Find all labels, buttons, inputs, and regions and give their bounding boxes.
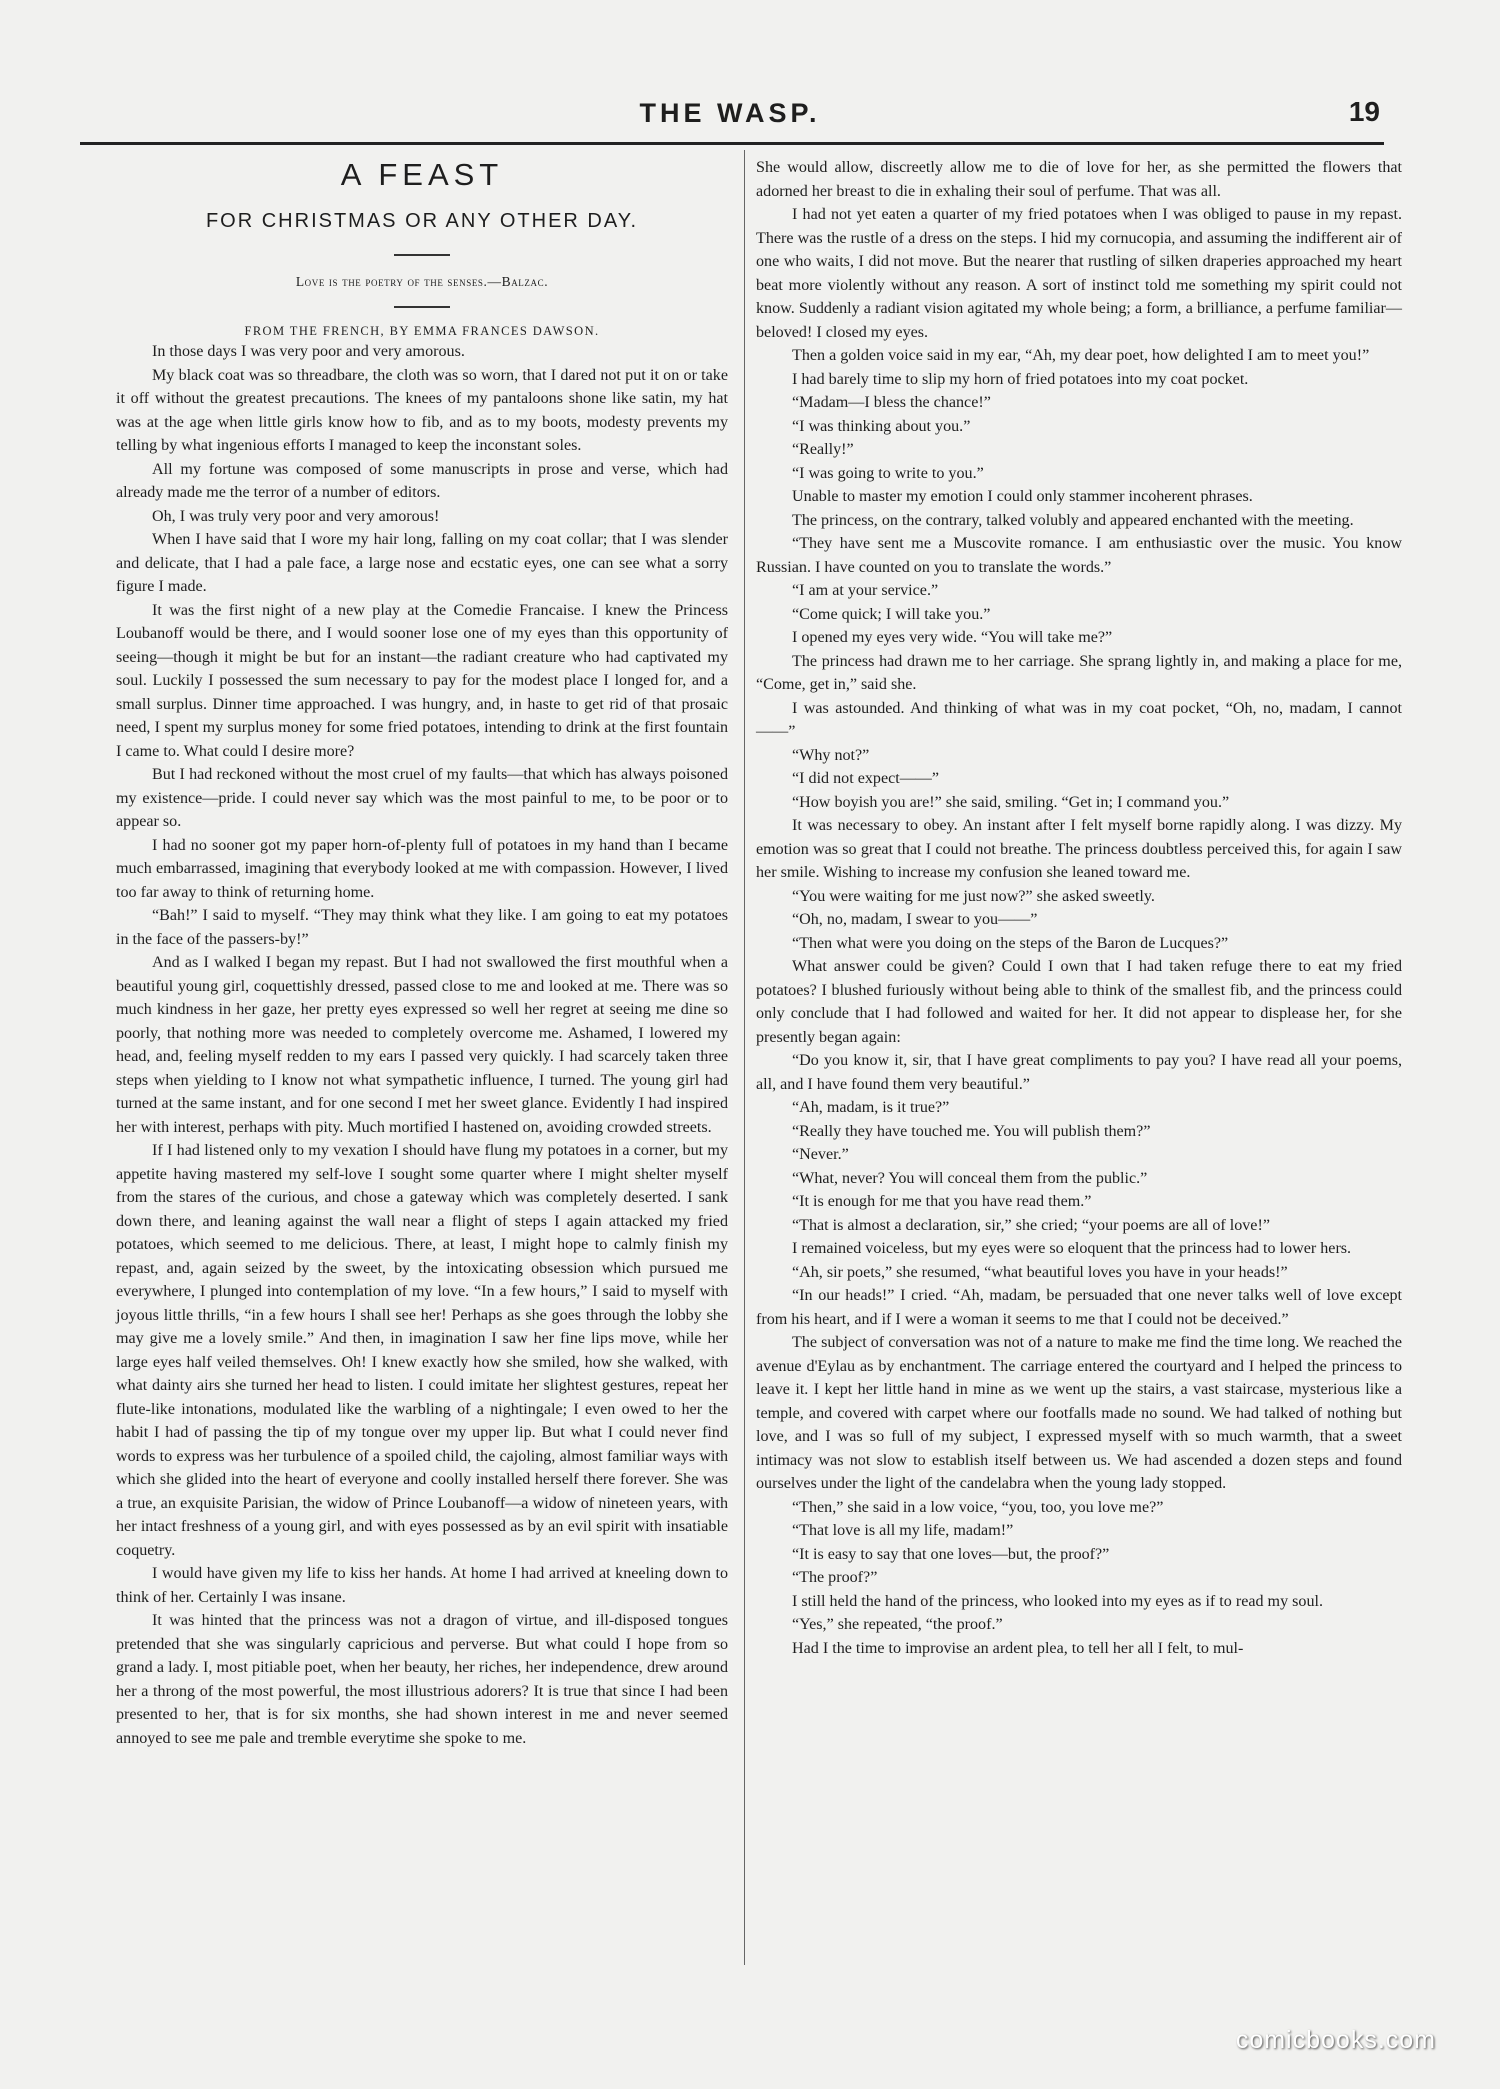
paragraph: “I was thinking about you.” — [792, 417, 971, 435]
paragraph: It was necessary to obey. An instant after I felt myself borne rapidly along. I was dizzy. My emotion was so great that I could not breathe. The princess doubtless perceived this, for again I saw her smile. Wishing to increase my confusion she leaned toward me. — [756, 817, 1402, 881]
left-column — [116, 156, 728, 1750]
paragraph: In those days I was very poor and very amorous. — [152, 343, 465, 360]
article-title: A FEAST — [340, 157, 504, 192]
paragraph: What answer could be given? Could I own that I had taken refuge there to eat my fried potatoes? I blushed furiously without being able to think of the smallest fib, and the princess could only conclude that I had followed and waited for her. It did not appear to displease her, for she presently began again: — [756, 958, 1402, 1046]
article-subtitle: FOR CHRISTMAS OR ANY OTHER DAY. — [205, 210, 639, 232]
masthead — [80, 92, 1380, 136]
paragraph: I still held the hand of the princess, who looked into my eyes as if to read my soul. — [792, 1592, 1323, 1610]
paragraph: “Really they have touched me. You will publish them?” — [792, 1122, 1151, 1140]
watermark: comicbooks.com — [1235, 2026, 1436, 2054]
paragraph: “Ah, sir poets,” she resumed, “what beautiful loves you have in your heads!” — [792, 1263, 1288, 1281]
paragraph: Had I the time to improvise an ardent plea, to tell her all I felt, to mul- — [792, 1639, 1244, 1657]
paragraph: It was the first night of a new play at the Comedie Francaise. I knew the Princess Loubanoff would be there, and I would sooner lose one of my eyes than this opportunity of seeing—though it might be but for an instant—the radiant creature who had captivated my soul. Luckily I possessed the sum necessary to pay for the modest place I longed for, and a small surplus. Dinner time approached. I was hungry, and, in haste to get rid of that prosaic need, I spent my surplus money for some fried potatoes, intending to drink at the first fountain I came to. What could I desire more? — [116, 601, 728, 760]
paragraph: “Do you know it, sir, that I have great compliments to pay you? I have read all your poems, all, and I have found them very beautiful.” — [756, 1052, 1402, 1093]
paragraph: “You were waiting for me just now?” she asked sweetly. — [792, 887, 1155, 905]
epigraph-rule — [394, 306, 450, 308]
paragraph: When I have said that I wore my hair long, falling on my coat collar; that I was slender and delicate, that I had a pale face, a large nose and ecstatic eyes, one can see what a sorry figure I made. — [116, 531, 728, 595]
paragraph: “Madam—I bless the chance!” — [792, 394, 991, 411]
paragraph: “It is easy to say that one loves—but, the proof?” — [792, 1545, 1110, 1563]
paragraph: I had barely time to slip my horn of fried potatoes into my coat pocket. — [792, 370, 1249, 388]
paragraph: “Really!” — [792, 441, 854, 458]
paragraph: “I was going to write to you.” — [792, 464, 984, 482]
right-body — [756, 156, 1402, 1660]
paragraph: “I am at your service.” — [792, 582, 939, 599]
paragraph: The princess, on the contrary, talked volubly and appeared enchanted with the meeting. — [792, 511, 1354, 529]
paragraph: “Then,” she said in a low voice, “you, too, you love me?” — [792, 1498, 1164, 1516]
paragraph: “Then what were you doing on the steps of the Baron de Lucques?” — [792, 934, 1229, 952]
paragraph: “In our heads!” I cried. “Ah, madam, be persuaded that one never talks well of love except from his heart, and if I were a woman it seems to me that I could not be deceived.” — [756, 1287, 1402, 1328]
paragraph: The princess had drawn me to her carriage. She sprang lightly in, and making a place for me, “Come, get in,” said she. — [756, 652, 1402, 693]
paragraph: If I had listened only to my vexation I should have flung my potatoes in a corner, but my appetite having mastered my self-love I sought some quarter where I might shelter myself from the stares of the curious, and chose a gateway which was completely deserted. I sank down there, and leaning against the wall near a flight of steps I again attacked my fried potatoes, which seemed to me delicious. There, at least, I might hope to calmly finish my repast, and, again seized by the sweet, by the intoxicating obsession which pursued me everywhere, I plunged into contemplation of my love. “In a few hours,” I said to myself with joyous little thrills, “in a few hours I shall see her! Perhaps as she goes through the lobby she may give me a lovely smile.” And then, in imagination I saw her fine lips move, while her large eyes half veiled themselves. Oh! I knew exactly how she smiled, how she walked, with what dainty airs she turned her head to listen. I could imitate her slightest gestures, repeat her flute-like intonations, modulated like the warbling of a nightingale; I even owed to her the habit I had of passing the tip of my tongue over my upper lip. But what I could never find words to express was her turbulence of a spoiled child, the cajoling, almost familiar ways with which she glided into the heart of everyone and coolly installed herself there forever. She was a true, an exquisite Parisian, the widow of Prince Loubanoff—a widow of nineteen years, with her intact freshness of a young girl, and with eyes possessed as by an evil spirit with insatiable coquetry. — [116, 1142, 728, 1559]
paragraph: “Ah, madam, is it true?” — [792, 1099, 950, 1116]
paragraph: Then a golden voice said in my ear, “Ah, my dear poet, how delighted I am to meet you!” — [792, 347, 1370, 364]
page-number: 19 — [1348, 96, 1380, 127]
paragraph: Oh, I was truly very poor and very amorous! — [152, 507, 440, 525]
paragraph: Unable to master my emotion I could only stammer incoherent phrases. — [792, 488, 1253, 505]
paragraph: I opened my eyes very wide. “You will take me?” — [792, 629, 1113, 646]
right-column — [756, 156, 1402, 1660]
paragraph: “Bah!” I said to myself. “They may think what they like. I am going to eat my potatoes in the face of the passers-by!” — [116, 907, 728, 948]
paragraph: The subject of conversation was not of a nature to make me find the time long. We reached the avenue d'Eylau as by enchantment. The carriage entered the courtyard and I helped the princess to leave it. I kept her little hand in mine as we went up the stairs, a vast staircase, mysterious like a temple, and covered with carpet where our footfalls made no sound. We had talked of nothing but love, and I was so full of my subject, I expressed myself with so much warmth, that a sweet intimacy was not slow to establish itself between us. We had ascended a dozen steps and found ourselves under the light of the candelabra when the young lady stopped. — [756, 1334, 1402, 1492]
paragraph: “What, never? You will conceal them from the public.” — [792, 1169, 1148, 1187]
paragraph: “Come quick; I will take you.” — [792, 605, 991, 623]
paragraph: “Why not?” — [792, 746, 870, 764]
paragraph: “They have sent me a Muscovite romance. I am enthusiastic over the music. You know Russian. I have counted on you to translate the words.” — [756, 535, 1402, 576]
paragraph: “Never.” — [792, 1146, 849, 1163]
left-body — [116, 340, 728, 1750]
paragraph: I remained voiceless, but my eyes were so eloquent that the princess had to lower hers. — [792, 1240, 1352, 1257]
paragraph: “The proof?” — [792, 1569, 878, 1586]
paragraph: “It is enough for me that you have read them.” — [792, 1193, 1092, 1210]
paragraph: She would allow, discreetly allow me to die of love for her, as she permitted the flowers that adorned her breast to die in exhaling their soul of perfume. That was all. — [756, 159, 1402, 200]
paragraph: “How boyish you are!” she said, smiling. “Get in; I command you.” — [792, 793, 1230, 811]
paragraph: “I did not expect——” — [792, 770, 940, 787]
paragraph: I was astounded. And thinking of what was in my coat pocket, “Oh, no, madam, I cannot——” — [756, 699, 1402, 740]
paragraph: I had not yet eaten a quarter of my fried potatoes when I was obliged to pause in my repast. There was the rustle of a dress on the steps. I hid my cornucopia, and assuming the indifferent air of one who waits, I did not move. But the nearer that rustling of silken draperies approached my heart beat more violently without any reason. A sort of instinct told me something my spirit could not know. Suddenly a radiant vision agitated my whole being; a form, a brilliance, a perfume familiar—beloved! I closed my eyes. — [756, 206, 1402, 341]
paragraph: But I had reckoned without the most cruel of my faults—that which has always poisoned my existence—pride. I could never say which was the most painful to me, to be poor or to appear so. — [116, 766, 728, 830]
paragraph: “Yes,” she repeated, “the proof.” — [792, 1616, 1003, 1633]
paragraph: “Oh, no, madam, I swear to you——” — [792, 911, 1038, 928]
paragraph: And as I walked I began my repast. But I had not swallowed the first mouthful when a beautiful young girl, coquettishly dressed, passed close to me and looked at me. There was so much kindness in her gaze, her pretty eyes expressed so well her regret at seeing me dine so poorly, that nothing more was needed to completely overcome me. Ashamed, I lowered my head, and, feeling myself redden to my ears I passed very quickly. I had scarcely taken three steps when yielding to I know not what sympathetic influence, I turned. The young girl had turned at the same instant, and for one second I met her sweet glance. Evidently I had inspired her with interest, perhaps with pity. Much mortified I hastened on, avoiding crowded streets. — [116, 954, 728, 1136]
paragraph: “That love is all my life, madam!” — [792, 1522, 1014, 1539]
paragraph: All my fortune was composed of some manuscripts in prose and verse, which had already made me the terror of a number of editors. — [116, 460, 728, 501]
paragraph: My black coat was so threadbare, the cloth was so worn, that I dared not put it on or take it off without the greatest precautions. The knees of my pantaloons shone like satin, my hat was at the age when little girls know how to fib, and as to my boots, modesty prevents my telling by what ingenious efforts I managed to keep the inconstant soles. — [116, 366, 728, 454]
column-divider — [744, 150, 745, 1965]
paragraph: “That is almost a declaration, sir,” she cried; “your poems are all of love!” — [792, 1216, 1270, 1234]
paragraph: I would have given my life to kiss her hands. At home I had arrived at kneeling down to think of her. Certainly I was insane. — [116, 1565, 728, 1606]
masthead-title: THE WASP. — [639, 98, 821, 128]
title-rule — [394, 254, 450, 256]
masthead-rule — [80, 142, 1384, 145]
byline: FROM THE FRENCH, BY EMMA FRANCES DAWSON. — [244, 324, 600, 338]
epigraph: Love is the poetry of the senses.—Balzac. — [295, 274, 549, 289]
paragraph: It was hinted that the princess was not a dragon of virtue, and ill-disposed tongues pretended that she was singularly capricious and perverse. But what could I hope from so grand a lady. I, most pitiable poet, when her beauty, her riches, her independence, drew around her a throng of the most powerful, the most illustrious adorers? It is true that since I had been presented to her, that is for six months, she had shown interest in me and never seemed annoyed to see me pale and tremble everytime she spoke to me. — [116, 1612, 728, 1747]
paragraph: I had no sooner got my paper horn-of-plenty full of potatoes in my hand than I became much embarrassed, imagining that everybody looked at me with compassion. However, I lived too far away to think of returning home. — [116, 836, 728, 901]
